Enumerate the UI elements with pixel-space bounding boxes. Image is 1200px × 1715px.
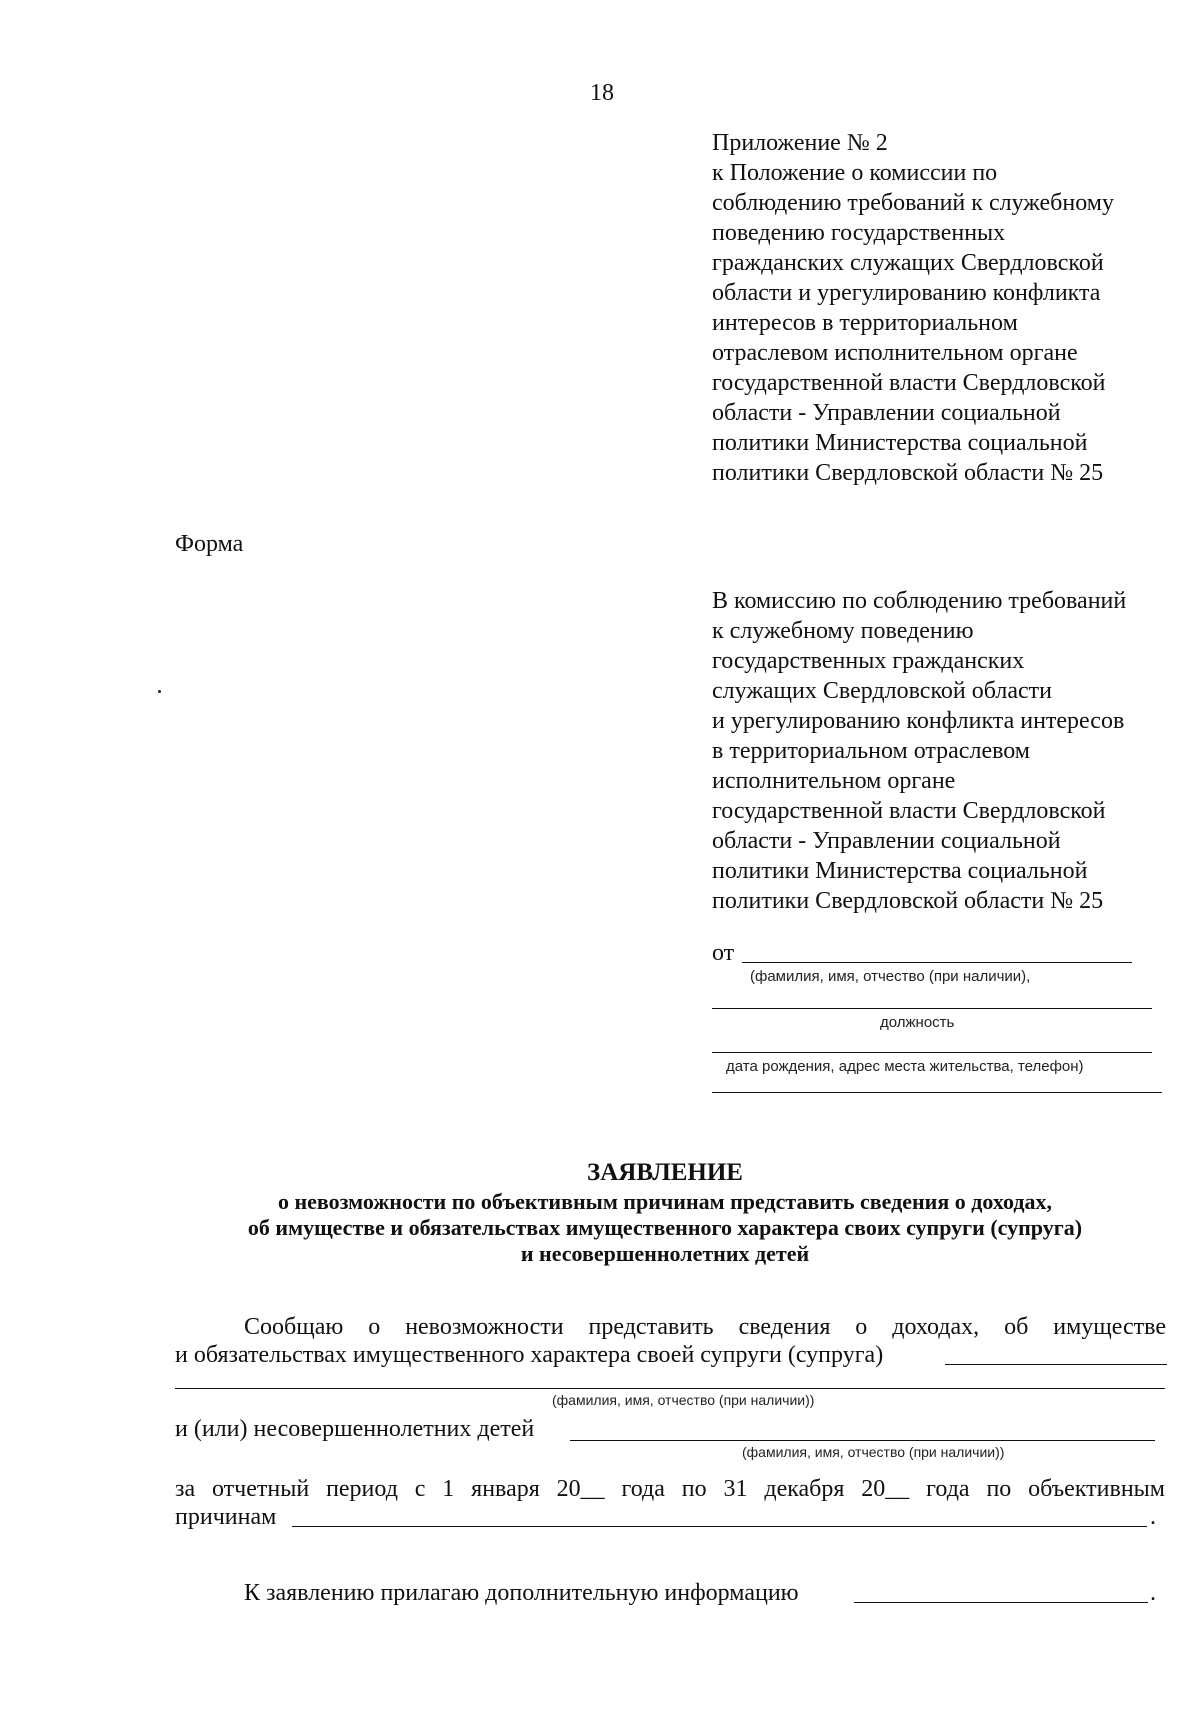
fio-hint: (фамилия, имя, отчество (при наличии), bbox=[750, 968, 1031, 985]
title-line-2: об имуществе и обязательствах имущественного характера своих супруги (супруга) bbox=[247, 1215, 1083, 1240]
birth-field-line[interactable] bbox=[712, 1052, 1152, 1053]
from-label: от bbox=[712, 940, 735, 966]
birth-hint: дата рождения, адрес места жительства, телефон) bbox=[726, 1058, 1084, 1075]
appendix-line: интересов в территориальном bbox=[712, 310, 1018, 336]
addressee-line: политики Министерства социальной bbox=[712, 858, 1088, 884]
attach-label: К заявлению прилагаю дополнительную информацию bbox=[244, 1580, 799, 1606]
attach-field-line[interactable] bbox=[854, 1602, 1148, 1603]
attach-end: . bbox=[1150, 1580, 1156, 1606]
body-line-1: Сообщаю о невозможности представить сведения о доходах, об имуществе bbox=[244, 1314, 1166, 1340]
position-hint: должность bbox=[880, 1014, 955, 1031]
appendix-line: области и урегулированию конфликта bbox=[712, 280, 1101, 306]
addressee-line: в территориальном отраслевом bbox=[712, 738, 1030, 764]
appendix-block bbox=[712, 128, 1114, 488]
addressee-line: государственной власти Свердловской bbox=[712, 798, 1106, 824]
position-field-line[interactable] bbox=[712, 1008, 1152, 1009]
children-label: и (или) несовершеннолетних детей bbox=[175, 1416, 535, 1442]
addressee-line: В комиссию по соблюдению требований bbox=[712, 588, 1127, 614]
addressee-line: государственных гражданских bbox=[712, 648, 1025, 674]
children-field-line[interactable] bbox=[570, 1440, 1155, 1441]
appendix-line: отраслевом исполнительном органе bbox=[712, 340, 1078, 366]
title-line-1: о невозможности по объективным причинам представить сведения о доходах, bbox=[277, 1189, 1052, 1214]
address-field-line[interactable] bbox=[712, 1092, 1162, 1093]
addressee-block bbox=[712, 586, 1126, 916]
spouse-field-line-2[interactable] bbox=[175, 1388, 1165, 1389]
addressee-line: исполнительном органе bbox=[712, 768, 956, 794]
reasons-end: . bbox=[1150, 1504, 1156, 1530]
children-hint: (фамилия, имя, отчество (при наличии)) bbox=[742, 1444, 1005, 1460]
body-line-2: и обязательствах имущественного характера своей супруги (супруга) bbox=[175, 1342, 884, 1368]
fio-field-line[interactable] bbox=[742, 962, 1132, 963]
appendix-line: Приложение № 2 bbox=[712, 130, 888, 156]
appendix-line: гражданских служащих Свердловской bbox=[712, 250, 1104, 276]
period-line: за отчетный период с 1 января 20__ года по 31 декабря 20__ года по объективным bbox=[175, 1476, 1165, 1502]
appendix-line: поведению государственных bbox=[712, 220, 1006, 246]
appendix-line: политики Свердловской области № 25 bbox=[712, 460, 1104, 486]
form-label: Форма bbox=[175, 531, 244, 557]
appendix-line: области - Управлении социальной bbox=[712, 400, 1061, 426]
appendix-line: соблюдению требований к служебному bbox=[712, 190, 1114, 216]
scan-speck bbox=[158, 690, 161, 693]
addressee-line: к служебному поведению bbox=[712, 618, 974, 644]
addressee-line: области - Управлении социальной bbox=[712, 828, 1061, 854]
reasons-label: причинам bbox=[175, 1504, 277, 1530]
spouse-hint: (фамилия, имя, отчество (при наличии)) bbox=[552, 1392, 815, 1408]
addressee-line: и урегулированию конфликта интересов bbox=[712, 708, 1125, 734]
addressee-line: политики Свердловской области № 25 bbox=[712, 888, 1104, 914]
document-title: ЗАЯВЛЕНИЕ bbox=[587, 1159, 743, 1186]
page-number: 18 bbox=[590, 80, 614, 106]
addressee-line: служащих Свердловской области bbox=[712, 678, 1052, 704]
appendix-line: государственной власти Свердловской bbox=[712, 370, 1106, 396]
spouse-field-line[interactable] bbox=[945, 1364, 1167, 1365]
appendix-line: к Положение о комиссии по bbox=[712, 160, 998, 186]
title-line-3: и несовершеннолетних детей bbox=[520, 1241, 810, 1266]
reasons-field-line[interactable] bbox=[292, 1526, 1147, 1527]
appendix-line: политики Министерства социальной bbox=[712, 430, 1088, 456]
